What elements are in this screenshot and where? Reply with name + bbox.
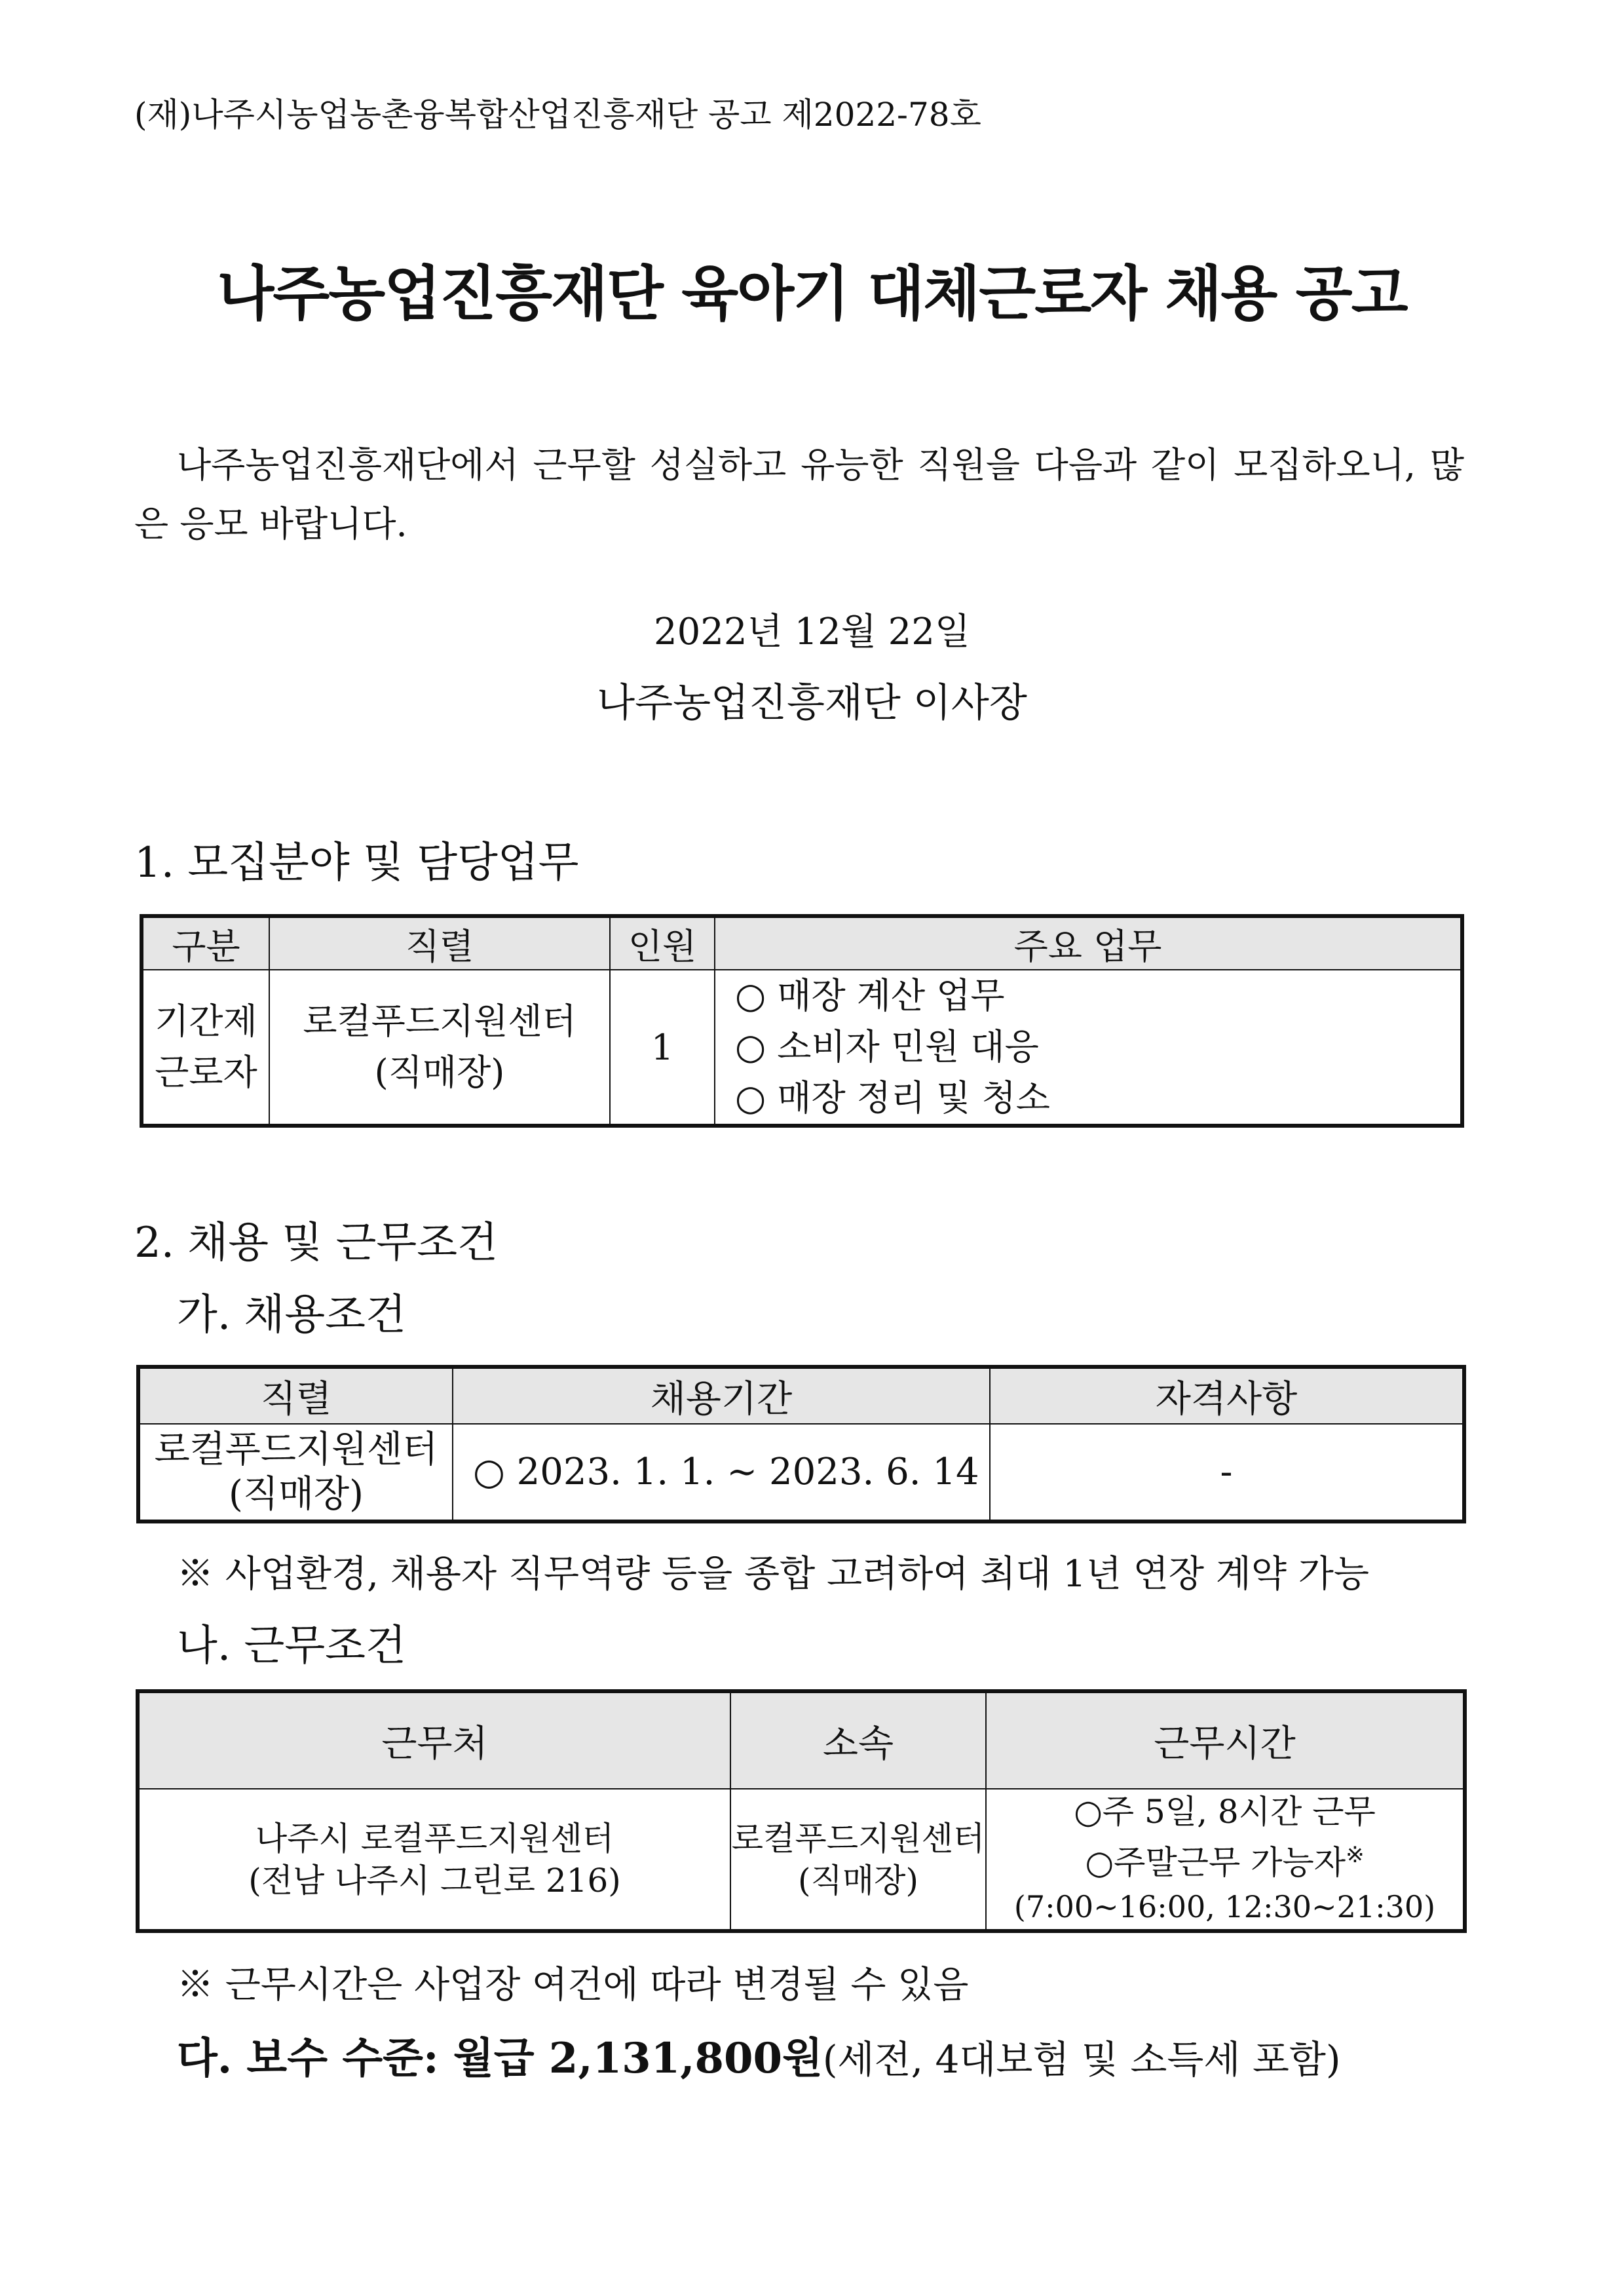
employment-conditions-table [136,1365,1466,1523]
notice-date: 2022년 12월 22일 [654,611,970,653]
header-position: 직렬 [138,1367,453,1424]
table-header-row [142,916,1462,970]
period-cell: ○ 2023. 1. 1. ~ 2023. 6. 14 [453,1424,990,1521]
header-workplace: 근무처 [138,1691,730,1789]
count-cell: 1 [610,970,715,1126]
affiliation-line2: (직매장) [798,1861,918,1900]
affiliation-cell [730,1789,986,1931]
header-affiliation: 소속 [730,1691,986,1789]
duty-item: ○ 매장 정리 및 청소 [735,1077,1050,1119]
position-line1: 로컬푸드지원센터 [154,1428,438,1471]
duties-cell [715,970,1462,1126]
header-category: 구분 [142,916,269,970]
category-cell [142,970,269,1126]
pay-level-label: 다. 보수 수준: 월급 2,131,800원 [177,2034,823,2083]
table-row [138,1789,1465,1931]
position-line2: (직매장) [374,1052,505,1093]
header-duties: 주요 업무 [715,916,1462,970]
table-row [138,1424,1464,1521]
footnote-mark: ※ [1346,1842,1365,1869]
duty-item: ○ 매장 계산 업무 [735,975,1005,1016]
position-cell [138,1424,453,1521]
table-header-row [138,1367,1464,1424]
notice-number: (재)나주시농업농촌융복합산업진흥재단 공고 제2022-78호 [134,96,981,134]
subsection-b-heading: 나. 근무조건 [177,1622,406,1670]
subsection-a-heading: 가. 채용조건 [177,1291,406,1339]
header-qualification: 자격사항 [990,1367,1464,1424]
category-line1: 기간제 [155,1001,257,1042]
section2-heading: 2. 채용 및 근무조건 [134,1219,498,1267]
pay-level-detail: (세전, 4대보험 및 소득세 포함) [822,2037,1341,2082]
extension-note: ※ 사업환경, 채용자 직무역량 등을 종합 고려하여 최대 1년 연장 계약 가능 [177,1553,1369,1596]
header-count: 인원 [610,916,715,970]
category-line2: 근로자 [155,1052,257,1093]
table-row [142,970,1462,1126]
hours-note: ※ 근무시간은 사업장 여건에 따라 변경될 수 있음 [177,1964,969,2006]
page-title: 나주농업진흥재단 육아기 대체근로자 채용 공고 [217,259,1407,328]
hours-line2: ○주말근무 가능자 [1085,1843,1346,1882]
qualification-cell: - [990,1424,1464,1521]
workplace-line1: 나주시 로컬푸드지원센터 [255,1819,614,1858]
hours-cell [986,1789,1465,1931]
workplace-line2: (전남 나주시 그린로 216) [248,1861,621,1900]
hours-line3: (7:00~16:00, 12:30~21:30) [1013,1888,1436,1924]
position-line2: (직매장) [229,1472,364,1516]
recruitment-table [140,914,1464,1128]
pay-level [177,2025,1341,2085]
hours-line1: ○주 5일, 8시간 근무 [1074,1793,1376,1831]
working-conditions-table [136,1689,1467,1933]
workplace-cell [138,1789,730,1931]
position-line1: 로컬푸드지원센터 [303,1001,576,1042]
duty-item: ○ 소비자 민원 대응 [735,1026,1039,1067]
intro-paragraph: 나주농업진흥재단에서 근무할 성실하고 유능한 직원을 다음과 같이 모집하오니, 많은 응모 바랍니다. [134,444,1464,545]
header-hours: 근무시간 [986,1691,1465,1789]
section1-heading: 1. 모집분야 및 담당업무 [134,839,579,887]
table-header-row [138,1691,1465,1789]
position-cell [269,970,610,1126]
header-period: 채용기간 [453,1367,990,1424]
signer: 나주농업진흥재단 이사장 [597,680,1027,726]
affiliation-line1: 로컬푸드지원센터 [731,1819,985,1858]
header-position: 직렬 [269,916,610,970]
